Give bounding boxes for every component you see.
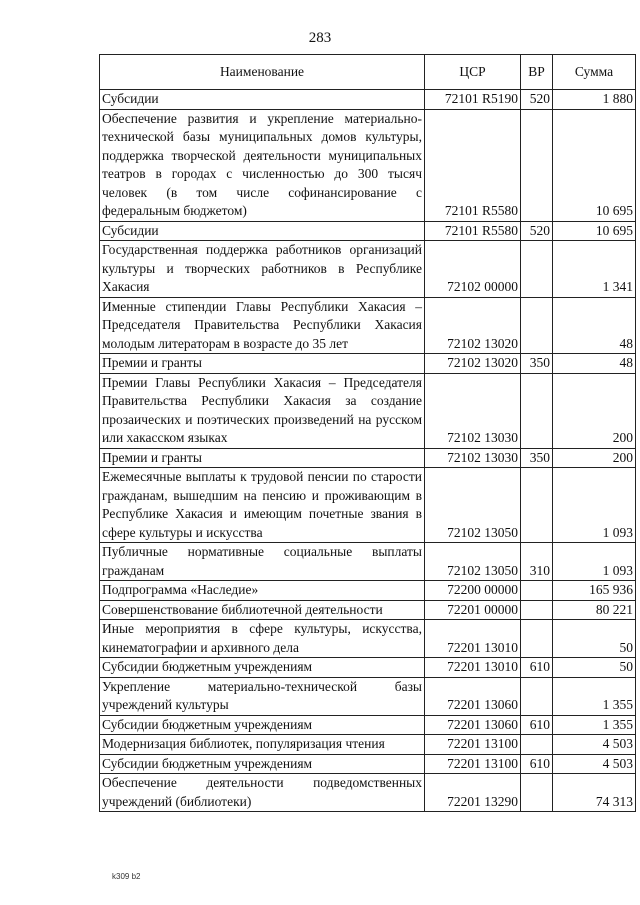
vr-cell bbox=[521, 241, 553, 298]
sum-cell: 1 355 bbox=[553, 677, 636, 715]
sum-cell: 165 936 bbox=[553, 581, 636, 601]
table-row bbox=[100, 468, 636, 543]
csr-cell: 72102 00000 bbox=[425, 241, 521, 298]
vr-cell: 520 bbox=[521, 221, 553, 241]
table-row bbox=[100, 620, 636, 658]
name-cell: Именные стипендии Главы Республики Хакасия – Председателя Правительства Республики Хакасия молодым литераторам в возрасте до 35 лет bbox=[100, 297, 425, 354]
name-cell: Государственная поддержка работников организаций культуры и творческих работников в Республике Хакасия bbox=[100, 241, 425, 298]
sum-cell: 50 bbox=[553, 658, 636, 678]
vr-cell: 610 bbox=[521, 715, 553, 735]
csr-cell: 72102 13030 bbox=[425, 373, 521, 448]
table-row bbox=[100, 109, 636, 221]
footer-code: k309 b2 bbox=[112, 872, 141, 881]
sum-cell: 50 bbox=[553, 620, 636, 658]
sum-cell: 1 355 bbox=[553, 715, 636, 735]
csr-cell: 72201 13100 bbox=[425, 754, 521, 774]
budget-table bbox=[99, 54, 636, 812]
csr-cell: 72201 13100 bbox=[425, 735, 521, 755]
sum-cell: 200 bbox=[553, 448, 636, 468]
vr-cell bbox=[521, 109, 553, 221]
csr-cell: 72201 13060 bbox=[425, 715, 521, 735]
table-row bbox=[100, 658, 636, 678]
table-row bbox=[100, 543, 636, 581]
name-cell: Укрепление материально-технической базы учреждений культуры bbox=[100, 677, 425, 715]
vr-cell: 350 bbox=[521, 354, 553, 374]
table-header bbox=[100, 55, 636, 90]
vr-cell bbox=[521, 677, 553, 715]
sum-cell: 1 341 bbox=[553, 241, 636, 298]
sum-cell: 200 bbox=[553, 373, 636, 448]
csr-cell: 72201 13290 bbox=[425, 774, 521, 812]
table-row bbox=[100, 715, 636, 735]
name-cell: Подпрограмма «Наследие» bbox=[100, 581, 425, 601]
csr-cell: 72201 13010 bbox=[425, 620, 521, 658]
table-row bbox=[100, 448, 636, 468]
sum-cell: 10 695 bbox=[553, 221, 636, 241]
table-row bbox=[100, 354, 636, 374]
vr-cell: 610 bbox=[521, 658, 553, 678]
csr-cell: 72201 13010 bbox=[425, 658, 521, 678]
header-csr: ЦСР bbox=[425, 55, 521, 90]
table-row bbox=[100, 241, 636, 298]
csr-cell: 72101 R5580 bbox=[425, 221, 521, 241]
sum-cell: 74 313 bbox=[553, 774, 636, 812]
vr-cell bbox=[521, 468, 553, 543]
table-row bbox=[100, 774, 636, 812]
vr-cell bbox=[521, 735, 553, 755]
name-cell: Модернизация библиотек, популяризация чтения bbox=[100, 735, 425, 755]
name-cell: Субсидии бюджетным учреждениям bbox=[100, 658, 425, 678]
name-cell: Субсидии bbox=[100, 221, 425, 241]
vr-cell: 520 bbox=[521, 90, 553, 110]
sum-cell: 48 bbox=[553, 297, 636, 354]
name-cell: Совершенствование библиотечной деятельности bbox=[100, 600, 425, 620]
name-cell: Ежемесячные выплаты к трудовой пенсии по старости гражданам, вышедшим на пенсию и проживающим в Республике Хакасия и имеющим почетные звания в сфере культуры и искусства bbox=[100, 468, 425, 543]
table-row bbox=[100, 581, 636, 601]
sum-cell: 1 093 bbox=[553, 468, 636, 543]
name-cell: Премии и гранты bbox=[100, 354, 425, 374]
csr-cell: 72102 13020 bbox=[425, 354, 521, 374]
sum-cell: 48 bbox=[553, 354, 636, 374]
header-row bbox=[100, 55, 636, 90]
csr-cell: 72101 R5580 bbox=[425, 109, 521, 221]
name-cell: Субсидии бюджетным учреждениям bbox=[100, 754, 425, 774]
table-row bbox=[100, 677, 636, 715]
table-row bbox=[100, 297, 636, 354]
vr-cell: 310 bbox=[521, 543, 553, 581]
table-row bbox=[100, 754, 636, 774]
sum-cell: 80 221 bbox=[553, 600, 636, 620]
name-cell: Иные мероприятия в сфере культуры, искусства, кинематографии и архивного дела bbox=[100, 620, 425, 658]
name-cell: Обеспечение деятельности подведомственных учреждений (библиотеки) bbox=[100, 774, 425, 812]
header-name: Наименование bbox=[100, 55, 425, 90]
header-vr: ВР bbox=[521, 55, 553, 90]
name-cell: Субсидии бюджетным учреждениям bbox=[100, 715, 425, 735]
sum-cell: 4 503 bbox=[553, 754, 636, 774]
csr-cell: 72201 13060 bbox=[425, 677, 521, 715]
vr-cell bbox=[521, 620, 553, 658]
table-row bbox=[100, 600, 636, 620]
sum-cell: 1 093 bbox=[553, 543, 636, 581]
csr-cell: 72201 00000 bbox=[425, 600, 521, 620]
page-number: 283 bbox=[308, 30, 332, 46]
table-row bbox=[100, 221, 636, 241]
csr-cell: 72102 13020 bbox=[425, 297, 521, 354]
vr-cell bbox=[521, 297, 553, 354]
table-row bbox=[100, 735, 636, 755]
vr-cell bbox=[521, 600, 553, 620]
name-cell: Публичные нормативные социальные выплаты гражданам bbox=[100, 543, 425, 581]
csr-cell: 72200 00000 bbox=[425, 581, 521, 601]
name-cell: Субсидии bbox=[100, 90, 425, 110]
csr-cell: 72102 13050 bbox=[425, 543, 521, 581]
csr-cell: 72101 R5190 bbox=[425, 90, 521, 110]
table-row bbox=[100, 373, 636, 448]
name-cell: Обеспечение развития и укрепление материально-технической базы муниципальных домов культуры, поддержка творческой деятельности муниципальных театров в городах с численностью до 300 тысяч человек (в том числе софинансирование с федеральным бюджетом) bbox=[100, 109, 425, 221]
header-sum: Сумма bbox=[553, 55, 636, 90]
sum-cell: 1 880 bbox=[553, 90, 636, 110]
vr-cell bbox=[521, 373, 553, 448]
sum-cell: 10 695 bbox=[553, 109, 636, 221]
table-body bbox=[100, 90, 636, 812]
name-cell: Премии Главы Республики Хакасия – Председателя Правительства Республики Хакасия за создание прозаических и поэтических произведений на русском или хакасском языках bbox=[100, 373, 425, 448]
csr-cell: 72102 13050 bbox=[425, 468, 521, 543]
vr-cell: 610 bbox=[521, 754, 553, 774]
vr-cell bbox=[521, 774, 553, 812]
sum-cell: 4 503 bbox=[553, 735, 636, 755]
name-cell: Премии и гранты bbox=[100, 448, 425, 468]
vr-cell: 350 bbox=[521, 448, 553, 468]
csr-cell: 72102 13030 bbox=[425, 448, 521, 468]
vr-cell bbox=[521, 581, 553, 601]
table-row bbox=[100, 90, 636, 110]
